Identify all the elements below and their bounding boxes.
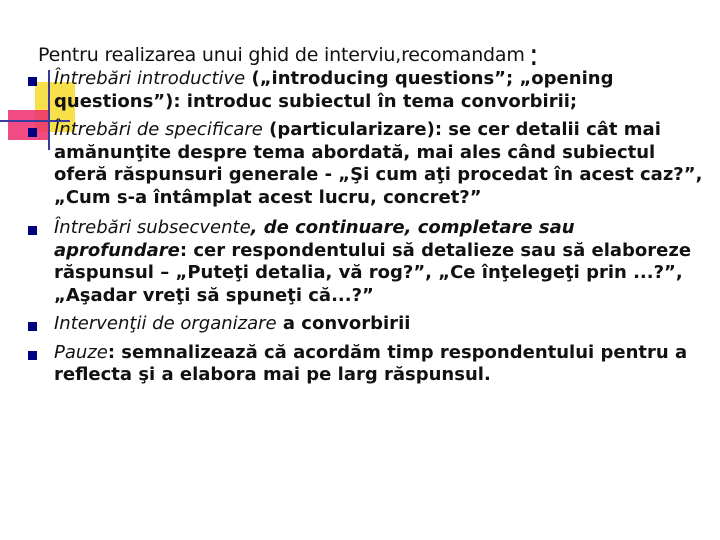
square-bullet-icon — [28, 77, 37, 86]
heading-colon: : — [528, 38, 539, 73]
list-item — [28, 68, 708, 113]
item-text: („introducing questions”; „opening questions”): introduc subiectul în tema convorbirii; — [54, 68, 614, 112]
heading-text: Pentru realizarea unui ghid de interviu,recomandam — [38, 44, 525, 66]
item-term: Intervenţii de organizare — [54, 313, 277, 334]
item-text: : cer respondentului să detalieze sau să elaboreze răspunsul – „Puteţi detalia, vă rog?”, „Ce înţelegeţi prin ...?”, „Aşadar vreţi să spuneţi că...?” — [54, 239, 692, 306]
item-text: : semnalizează că acordăm timp respondentului pentru a reflecta şi a elabora mai pe larg răspunsul. — [54, 341, 688, 385]
item-text: a convorbirii — [276, 313, 411, 334]
slide-heading — [38, 34, 539, 73]
list-item — [28, 217, 708, 307]
square-bullet-icon — [28, 351, 37, 360]
square-bullet-icon — [28, 322, 37, 331]
square-bullet-icon — [28, 226, 37, 235]
item-text: (particularizare): se cer detalii cât mai amănunţite despre tema abordată, mai ales când subiectul oferă răspunsuri generale - „Şi cum aţi procedat în acest caz?”, „Cum s-a întâmplat acest lucru, concret?” — [54, 119, 703, 208]
list-item — [28, 313, 708, 336]
item-term-continuation: , de continuare, completare sau aprofundare — [54, 217, 575, 261]
square-bullet-icon — [28, 128, 37, 137]
item-term: Întrebări de specificare — [54, 119, 263, 140]
bullet-list — [28, 68, 708, 387]
item-term: Întrebări subsecvente — [54, 217, 251, 238]
list-item — [28, 119, 708, 209]
item-term: Pauze — [54, 341, 108, 363]
list-item — [28, 342, 708, 387]
item-term: Întrebări introductive — [54, 68, 246, 89]
